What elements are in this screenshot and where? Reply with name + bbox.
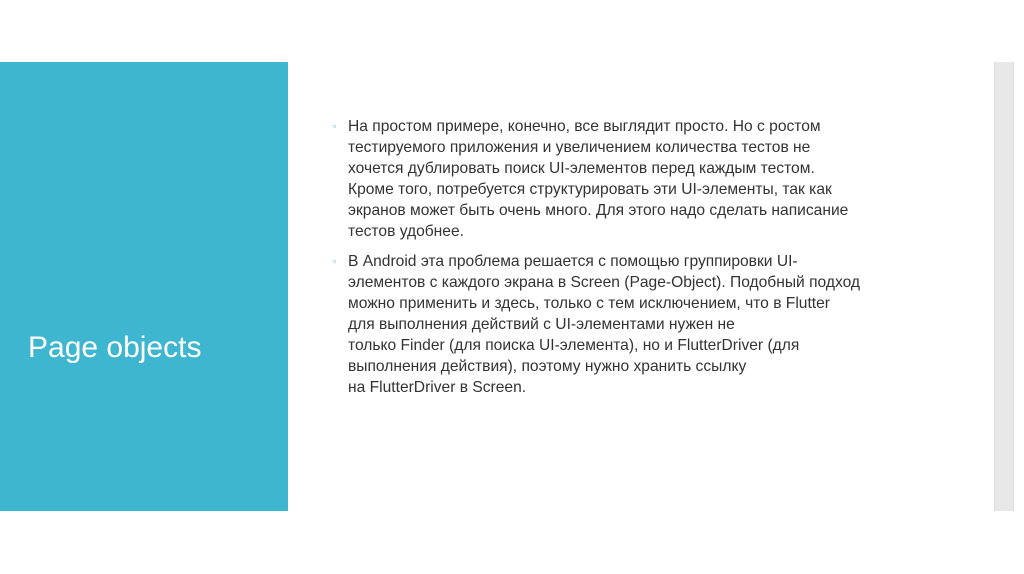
bullet-text-line: выполнения действия), поэтому нужно хранить ссылку: [348, 358, 747, 375]
bullet-marker-icon: ▫: [333, 121, 337, 131]
bullet-text: [348, 251, 942, 398]
bullet-text-line: На простом примере, конечно, все выглядит просто. Но с ростом: [348, 118, 821, 135]
slide-content: [332, 116, 942, 407]
bullet-text: [348, 116, 942, 242]
slide-title: Page objects: [28, 331, 202, 364]
bullet-item-2: [332, 251, 942, 398]
bullet-text-line: хочется дублировать поиск UI-элементов перед каждым тестом.: [348, 160, 815, 177]
bullet-text-line: только Finder (для поиска UI-элемента), но и FlutterDriver (для: [348, 337, 800, 354]
bullet-text-line: экранов может быть очень много. Для этого надо сделать написание: [348, 202, 849, 219]
bullet-text-line: тестируемого приложения и увеличением количества тестов не: [348, 139, 811, 156]
bullet-text-line: на FlutterDriver в Screen.: [348, 379, 527, 396]
bullet-text-line: элементов с каждого экрана в Screen (Page-Object). Подобный подход: [348, 274, 861, 291]
bullet-marker-icon: ▫: [333, 256, 337, 266]
bullet-text-line: для выполнения действий с UI-элементами нужен не: [348, 316, 735, 333]
bullet-list: [332, 116, 942, 398]
bullet-text-line: Кроме того, потребуется структурировать эти UI-элементы, так как: [348, 181, 832, 198]
right-edge-strip: [994, 62, 1014, 511]
title-panel: [0, 62, 288, 511]
bullet-text-line: В Android эта проблема решается с помощью группировки UI-: [348, 253, 798, 270]
bullet-text-line: тестов удобнее.: [348, 223, 464, 240]
bullet-item-1: [332, 116, 942, 242]
bullet-text-line: можно применить и здесь, только с тем исключением, что в Flutter: [348, 295, 830, 312]
